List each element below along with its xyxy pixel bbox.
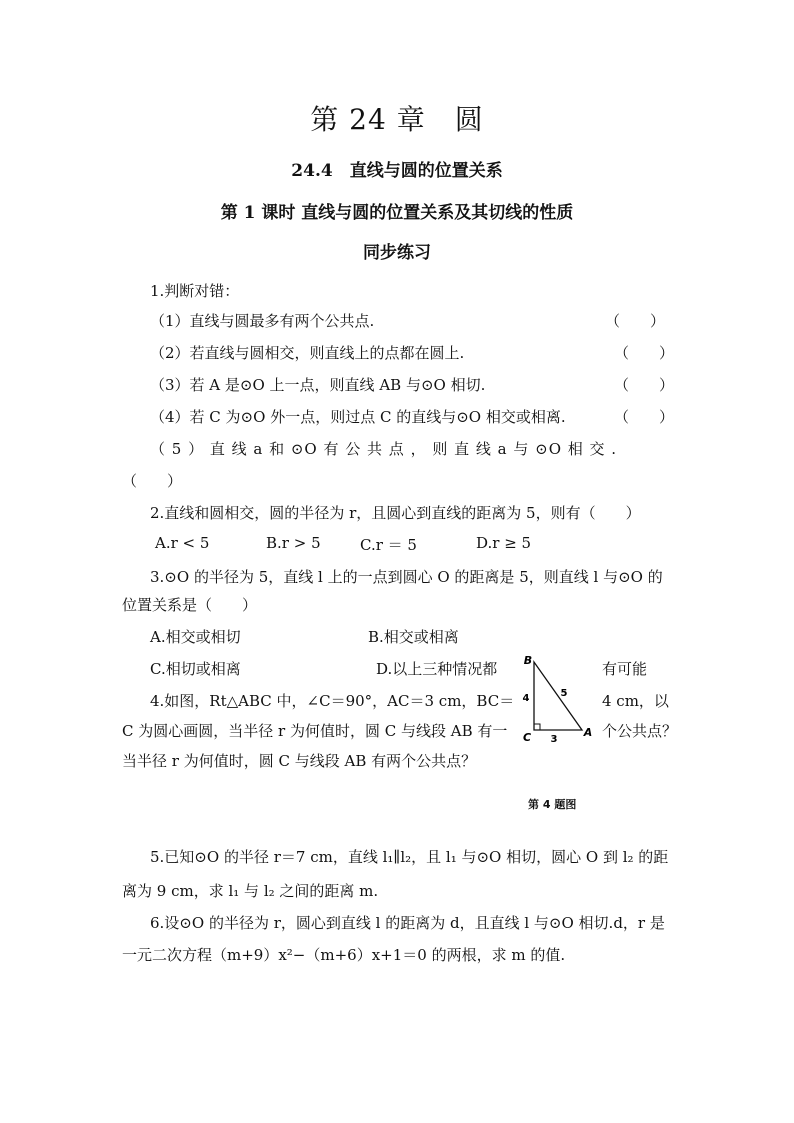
- q3-option-d: D.以上三种情况都: [376, 660, 498, 678]
- vertex-label-c: C: [522, 731, 532, 744]
- q4-triangle-figure: [514, 650, 604, 749]
- q4-line1-left: 4.如图，Rt△ABC 中，∠C＝90°，AC＝3 cm，BC＝: [150, 692, 515, 710]
- q1-item-1: （1）直线与圆最多有两个公共点.: [150, 312, 375, 330]
- q4-line1-right: 4 cm，以: [602, 692, 669, 710]
- q3-stem-line2: 位置关系是（ ）: [122, 596, 258, 614]
- q1-item-2-blank: （ ）: [614, 344, 675, 362]
- q2-option-c: C.r ＝ 5: [360, 536, 417, 554]
- lesson-title: 第 1 课时 直线与圆的位置关系及其切线的性质: [220, 203, 574, 223]
- q4-line3: 当半径 r 为何值时，圆 C 与线段 AB 有两个公共点？: [122, 752, 477, 770]
- q1-item-3-blank: （ ）: [614, 376, 675, 394]
- q1-item-4: （4）若 C 为⊙O 外一点，则过点 C 的直线与⊙O 相交或相离.: [150, 408, 566, 426]
- q1-item-5-blank: （ ）: [122, 472, 183, 490]
- q2-option-b: B.r > 5: [266, 534, 321, 552]
- chapter-title: 第 24 章 圆: [310, 103, 484, 136]
- vertex-label-a: A: [583, 726, 593, 739]
- q6-line1: 6.设⊙O 的半径为 r，圆心到直线 l 的距离为 d，且直线 l 与⊙O 相切.d，r 是: [150, 914, 665, 932]
- q6-line2: 一元二次方程（m+9）x²−（m+6）x+1＝0 的两根，求 m 的值.: [122, 946, 566, 964]
- q5-line2: 离为 9 cm，求 l₁ 与 l₂ 之间的距离 m.: [122, 882, 379, 900]
- triangle-abc: [534, 662, 582, 730]
- q4-figure-caption: 第 4 题图: [528, 798, 577, 811]
- side-label-bc: 4: [522, 693, 530, 704]
- side-label-ab: 5: [560, 688, 568, 699]
- q1-item-1-blank: （ ）: [605, 312, 666, 330]
- vertex-label-b: B: [523, 654, 533, 667]
- q5-line1: 5.已知⊙O 的半径 r＝7 cm，直线 l₁∥l₂，且 l₁ 与⊙O 相切，圆心 O 到 l₂ 的距: [150, 848, 669, 866]
- q1-stem: 1.判断对错：: [150, 282, 240, 300]
- q3-stem-line1: 3.⊙O 的半径为 5，直线 l 上的一点到圆心 O 的距离是 5，则直线 l 与⊙O 的: [150, 568, 663, 586]
- section-title: 24.4 直线与圆的位置关系: [291, 161, 503, 181]
- q1-item-4-blank: （ ）: [614, 408, 675, 426]
- subtitle: 同步练习: [363, 243, 431, 263]
- q1-item-2: （2）若直线与圆相交，则直线上的点都在圆上.: [150, 344, 465, 362]
- q3-option-a: A.相交或相切: [150, 628, 241, 646]
- q2-stem: 2.直线和圆相交，圆的半径为 r，且圆心到直线的距离为 5，则有（ ）: [150, 504, 641, 522]
- triangle-abc-diagram: [514, 650, 604, 745]
- q2-option-a: A.r < 5: [155, 534, 210, 552]
- q4-line2-right: 个公共点？: [602, 722, 678, 740]
- q1-item-5: （ 5 ） 直 线 a 和 ⊙O 有 公 共 点 ， 则 直 线 a 与 ⊙O 相 交 .: [150, 440, 618, 458]
- right-angle-mark: [534, 724, 540, 730]
- q3-option-d-tail: 有可能: [602, 660, 648, 678]
- side-label-ca: 3: [550, 734, 558, 745]
- q2-option-d: D.r ≥ 5: [476, 534, 532, 552]
- q3-option-b: B.相交或相离: [368, 628, 459, 646]
- q4-line2-left: C 为圆心画圆，当半径 r 为何值时，圆 C 与线段 AB 有一: [122, 722, 508, 740]
- q1-item-3: （3）若 A 是⊙O 上一点，则直线 AB 与⊙O 相切.: [150, 376, 486, 394]
- q3-option-c: C.相切或相离: [150, 660, 241, 678]
